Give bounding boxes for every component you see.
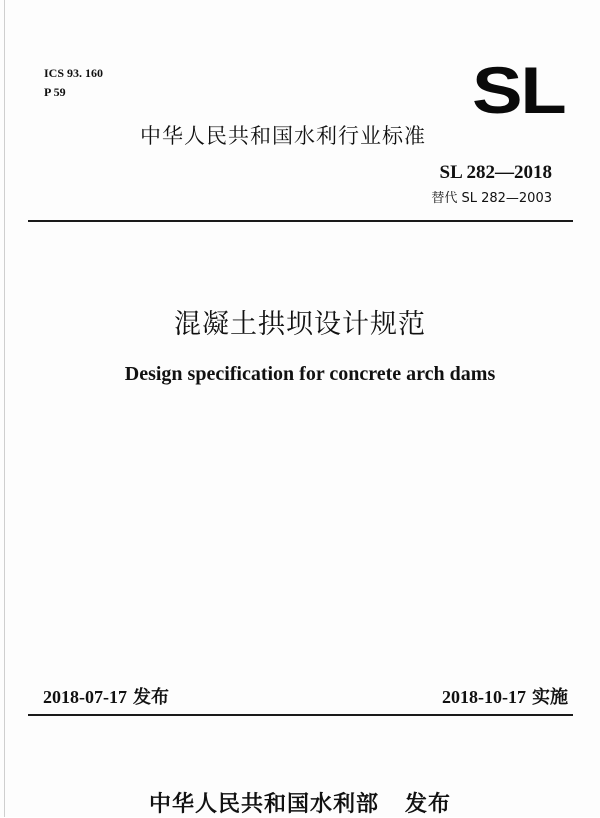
effective-date-line xyxy=(442,683,568,709)
effective-label: 实施 xyxy=(532,687,568,708)
classification-codes xyxy=(44,64,103,102)
issue-label: 发布 xyxy=(133,687,169,708)
issue-date: 2018-07-17 xyxy=(43,687,127,707)
standard-type-title: 中华人民共和国水利行业标准 xyxy=(140,124,426,148)
category-code: P 59 xyxy=(44,85,66,99)
standard-number: SL 282—2018 xyxy=(439,162,552,183)
publisher: 中华人民共和国水利部 发布 xyxy=(149,792,451,817)
sl-logo: SL xyxy=(472,53,565,127)
ics-code: ICS 93. 160 xyxy=(44,66,104,80)
document-title-english: Design specification for concrete arch dams xyxy=(124,363,496,385)
issue-date-line xyxy=(43,683,169,709)
footer-divider xyxy=(28,714,573,716)
header-divider xyxy=(28,220,573,222)
document-title-chinese: 混凝土拱坝设计规范 xyxy=(174,309,426,340)
replaces-note: 替代 SL 282—2003 xyxy=(431,191,552,206)
page-edge xyxy=(4,0,5,817)
effective-date: 2018-10-17 xyxy=(442,687,526,707)
